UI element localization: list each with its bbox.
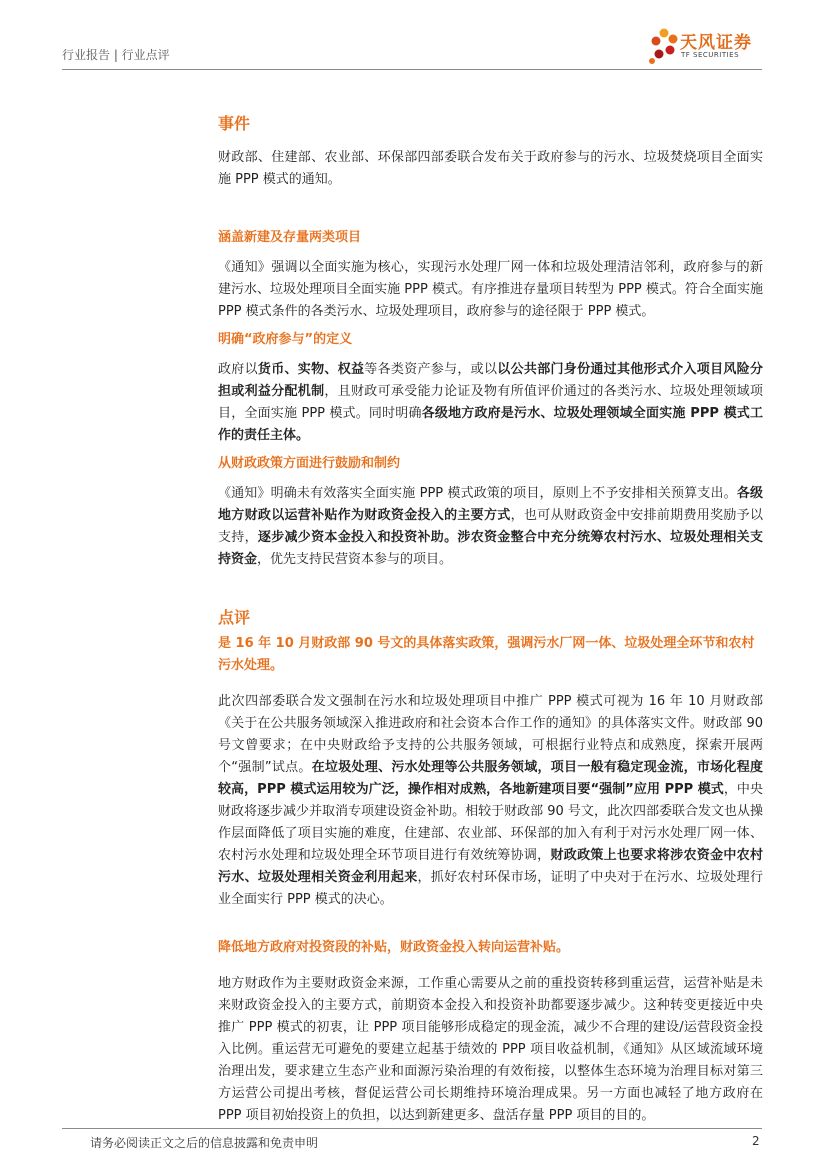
bold-text: 逐步减少资本金投入和投资补助。涉农资金整合中充分统筹农村污水、垃圾处理相关支持资金 bbox=[218, 530, 763, 567]
review-body bbox=[218, 973, 763, 1127]
section-title: 从财政政策方面进行鼓励和制约 bbox=[218, 456, 401, 471]
section-definition bbox=[218, 329, 763, 447]
breadcrumb: 行业报告 | 行业点评 bbox=[62, 48, 170, 62]
review-body bbox=[218, 691, 763, 911]
section-title: 明确“政府参与”的定义 bbox=[218, 332, 353, 347]
page-number: 2 bbox=[752, 1134, 760, 1148]
text-run: ，且财政可承受能力论证及物有所值评价通过的各类污水、垃圾处理领域项目，全面实施 PPP 模式。同时明确 bbox=[218, 384, 763, 421]
bold-text: 各级地方财政以运营补贴作为财政资金投入的主要方式 bbox=[218, 486, 763, 523]
text-run: 地方财政作为主要财政资金来源，工作重心需要从之前的重投资转移到重运营，运营补贴是未来财政资金投入的主要方式，前期资本金投入和投资补助都要逐步减少。这种转变更接近中央推广 PPP 模式的初衷，让 PPP 项目能够形成稳定的现金流，减少不合理的建设/运营段资金投入比例。重运营无可避免的要建立起基于绩效的 PPP 项目收益机制，《通知》从区域流域环境治理出发，要求建立生态产业和面源污染治理的有效衔接，以整体生态环境为治理目标对第三方运营公司提出考核，督促运营公司长期维持环境治理成果。另一方面也减轻了地方政府在 PPP 项目初始投资上的负担，以达到新建更多、盘活存量 PPP 项目的目的。 bbox=[218, 976, 763, 1123]
review-subtitle: 是 16 年 10 月财政部 90 号文的具体落实政策，强调污水厂网一体、垃圾处理全环节和农村污水处理。 bbox=[218, 636, 755, 673]
logo-en-text: TF SECURITIES bbox=[681, 51, 740, 59]
company-logo bbox=[648, 24, 768, 68]
text-run: ，中央财政将逐步减少并取消专项建设资金补助。相较于财政部 90 号文，此次四部委联合发文也从操作层面降低了项目实施的难度，住建部、农业部、环保部的加入有利于对污水处理厂网一体、农村污水处理和垃圾处理全环节项目进行有效统筹协调， bbox=[218, 782, 763, 863]
section-fiscal bbox=[218, 453, 763, 571]
bold-text: 货币、实物、权益 bbox=[257, 362, 365, 377]
review-subtitle: 降低地方政府对投资段的补贴，财政资金投入转向运营补贴。 bbox=[218, 940, 570, 955]
review-section bbox=[218, 607, 763, 1127]
section-body bbox=[218, 257, 763, 323]
text-run: ，抓好农村环保市场，证明了中央对于在污水、垃圾处理行业全面实行 PPP 模式的决心。 bbox=[218, 870, 763, 907]
review-title: 点评 bbox=[218, 608, 251, 627]
section-body bbox=[218, 359, 763, 447]
event-title: 事件 bbox=[218, 114, 251, 133]
text-run: 《通知》强调以全面实施为核心，实现污水处理厂网一体和垃圾处理清洁邻利，政府参与的新建污水、垃圾处理项目全面实施 PPP 模式。有序推进存量项目转型为 PPP 模式。符合全面实施 PPP 模式条件的各类污水、垃圾处理项目，政府参与的途径限于 PPP 模式。 bbox=[218, 260, 763, 319]
section-coverage bbox=[218, 227, 763, 323]
bold-text: 在垃圾处理、污水处理等公共服务领域，项目一般有稳定现金流，市场化程度较高，PPP 模式运用较为广泛，操作相对成熟，各地新建项目要“强制”应用 PPP 模式 bbox=[218, 760, 763, 797]
section-title: 涵盖新建及存量两类项目 bbox=[218, 230, 362, 245]
event-text: 财政部、住建部、农业部、环保部四部委联合发布关于政府参与的污水、垃圾焚烧项目全面实施 PPP 模式的通知。 bbox=[218, 150, 763, 187]
bold-text: 财政政策上也要求将涉农资金中农村污水、垃圾处理相关资金利用起来 bbox=[218, 848, 763, 885]
sections-container bbox=[218, 227, 763, 571]
disclaimer: 请务必阅读正文之后的信息披露和免责申明 bbox=[90, 1136, 319, 1150]
header-divider bbox=[62, 69, 762, 70]
main-content bbox=[218, 113, 763, 1127]
text-run: 等各类资产参与，或以 bbox=[364, 362, 498, 377]
text-run: ，也可从财政资金中安排前期费用奖励予以支持， bbox=[218, 508, 763, 545]
text-run: 《通知》明确未有效落实全面实施 PPP 模式政策的项目，原则上不予安排相关预算支出。 bbox=[218, 486, 737, 501]
section-body bbox=[218, 483, 763, 571]
text-run: 此次四部委联合发文强制在污水和垃圾处理项目中推广 PPP 模式可视为 16 年 10 月财政部《关于在公共服务领域深入推进政府和社会资本合作工作的通知》的具体落实文件。财政部 90 号文曾要求；在中央财政给予支持的公共服务领域，可根据行业特点和成熟度，探索开展两个“强制”试点。 bbox=[218, 694, 763, 775]
logo-cn-text: 天风证券 bbox=[680, 33, 752, 53]
bold-text: 以公共部门身份通过其他形式介入项目风险分担或利益分配机制 bbox=[218, 362, 763, 399]
text-run: 政府以 bbox=[218, 362, 258, 377]
text-run: ，优先支持民营资本参与的项目。 bbox=[257, 552, 453, 567]
logo-petals-icon bbox=[648, 26, 678, 66]
footer-divider bbox=[62, 1128, 762, 1129]
bold-text: 各级地方政府是污水、垃圾处理领域全面实施 PPP 模式工作的责任主体。 bbox=[218, 406, 763, 443]
